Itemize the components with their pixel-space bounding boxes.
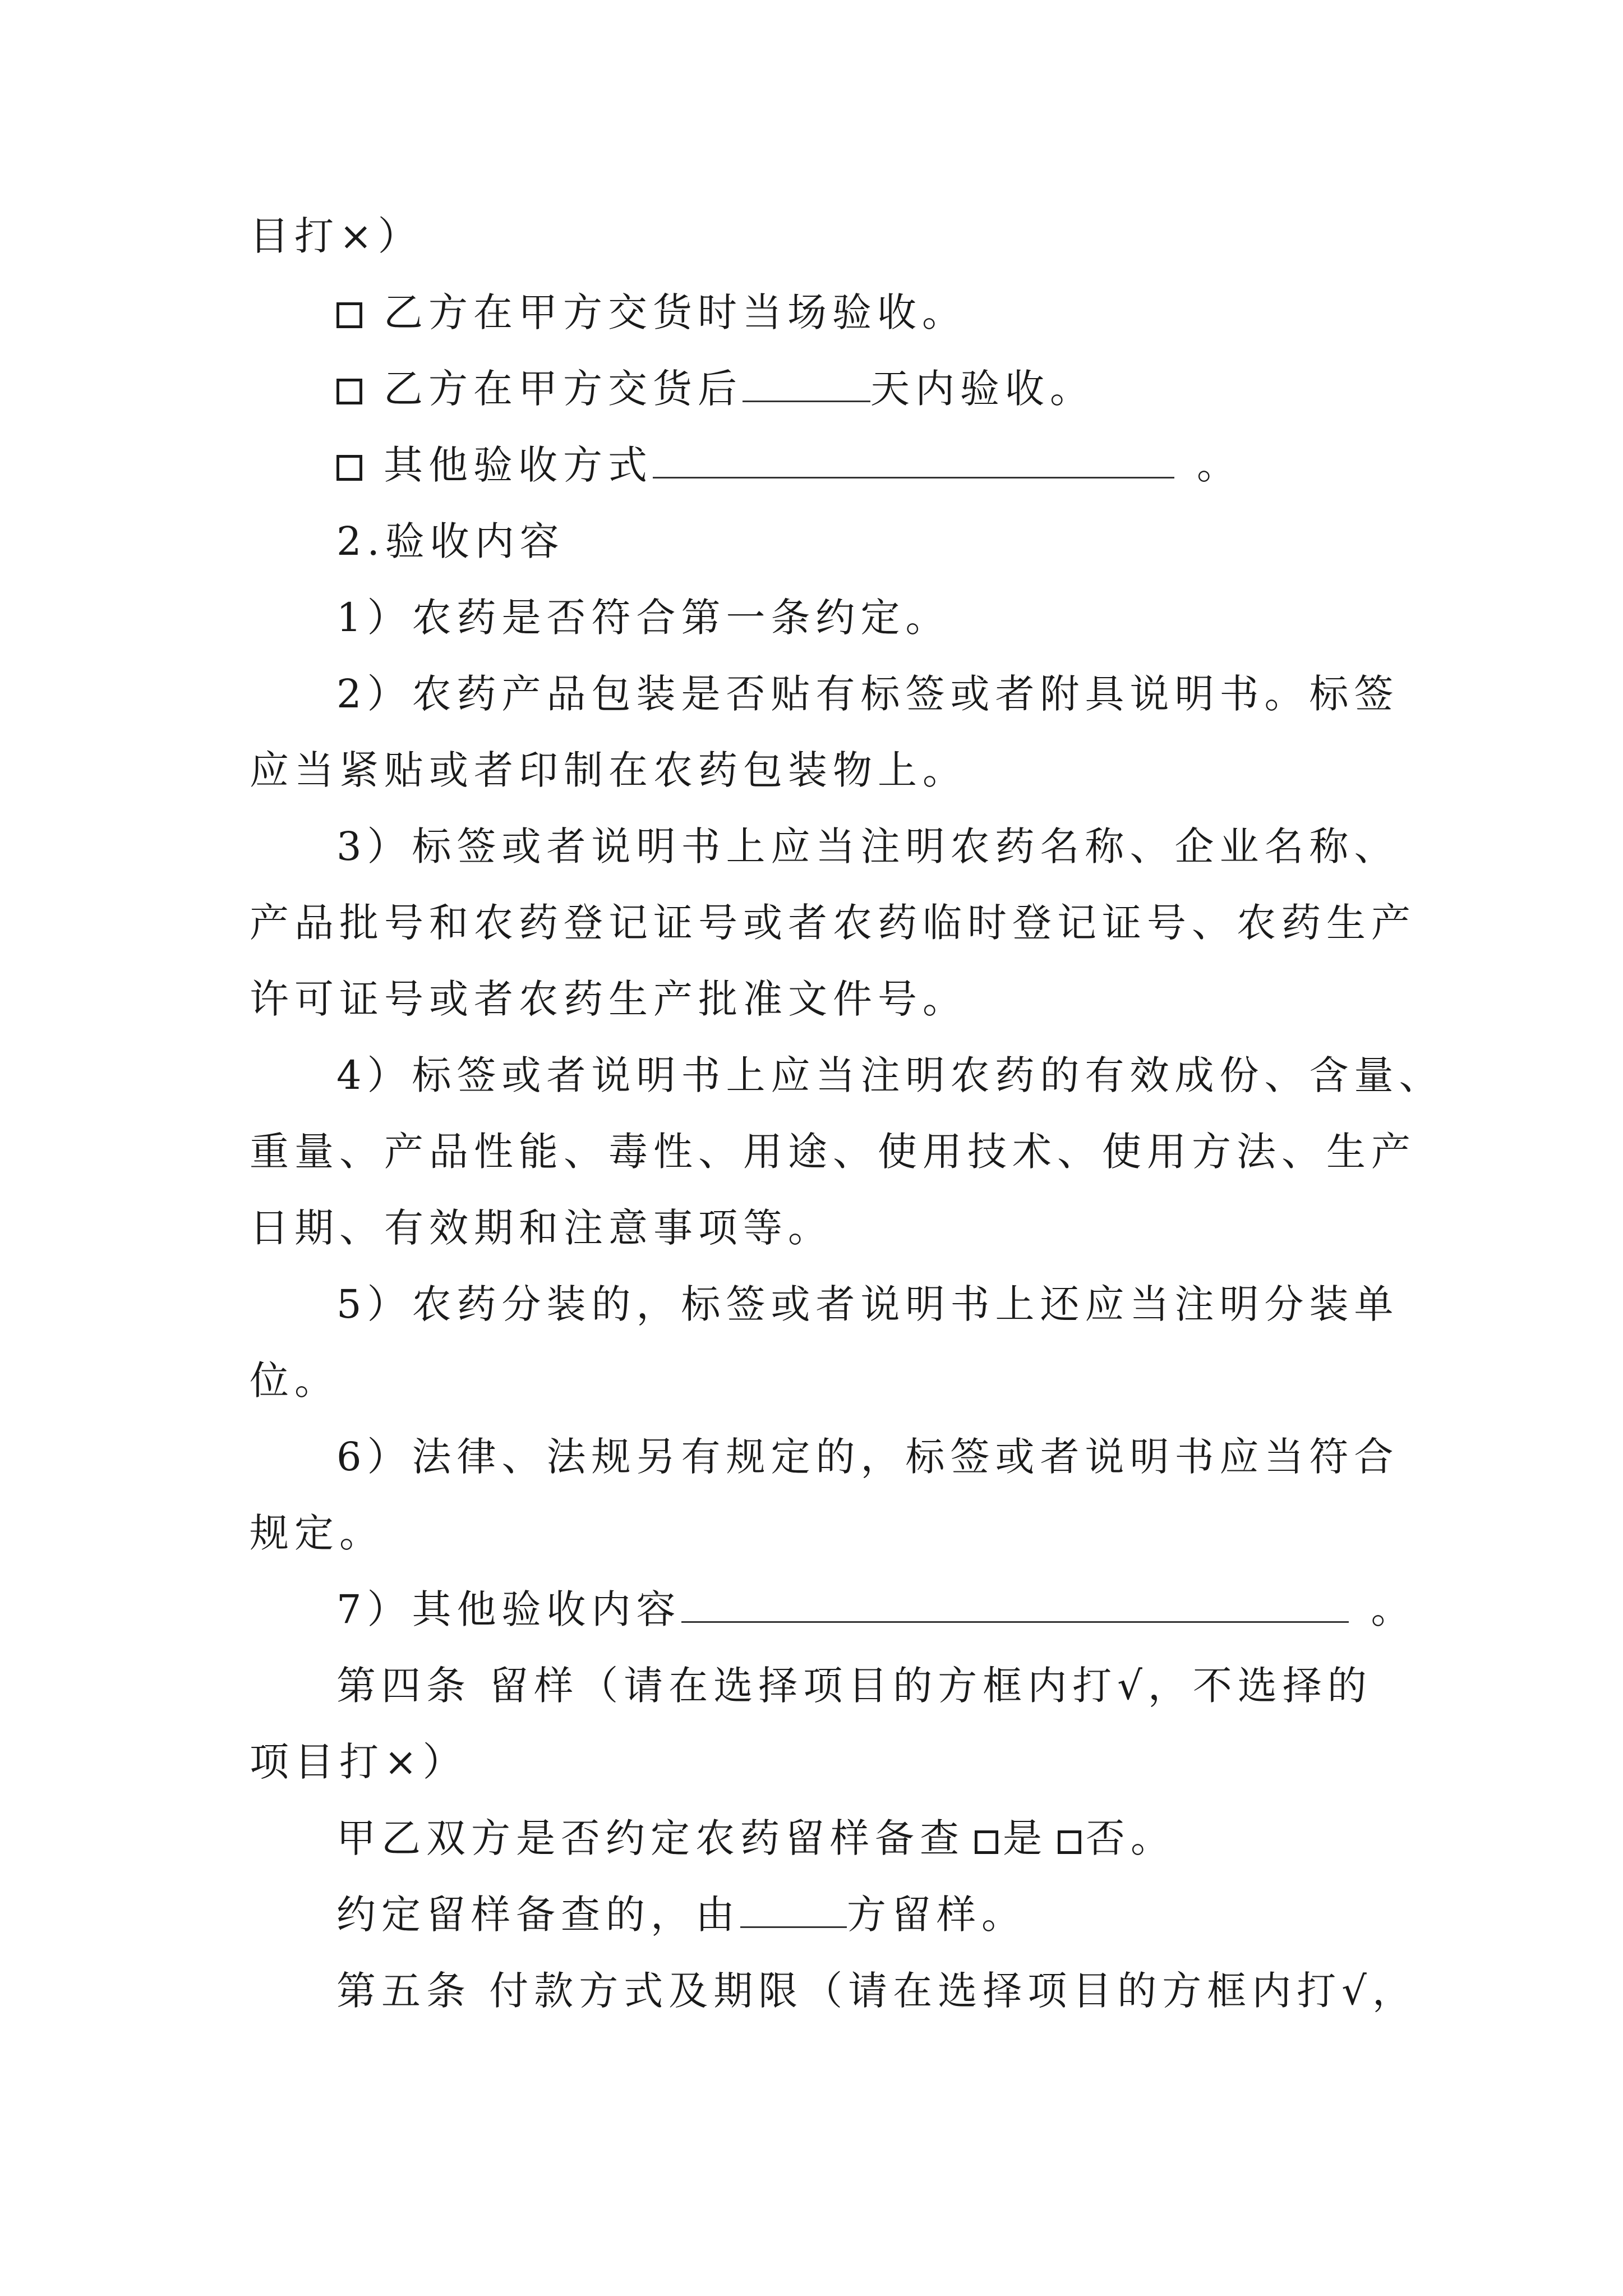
yes-checkbox[interactable] <box>975 1830 998 1854</box>
option-other-acceptance[interactable]: 其他验收方式 。 <box>336 440 1242 490</box>
item-4-line-1: 4）标签或者说明书上应当注明农药的有效成份、含量、 <box>336 1052 1444 1098</box>
checkbox[interactable] <box>336 455 362 481</box>
checkbox[interactable] <box>336 379 362 404</box>
item-2-line-1: 2）农药产品包装是否贴有标签或者附具说明书。标签 <box>336 671 1399 717</box>
party-blank[interactable] <box>740 1892 847 1928</box>
option-days-acceptance[interactable]: 乙方在甲方交货后 天内验收。 <box>336 364 1095 414</box>
item-5-line-2: 位。 <box>250 1358 339 1404</box>
heading-acceptance-content: 2.验收内容 <box>336 518 565 564</box>
item-4-line-2: 重量、产品性能、毒性、用途、使用技术、使用方法、生产 <box>250 1129 1416 1175</box>
days-blank[interactable] <box>743 366 870 402</box>
item-2-line-2: 应当紧贴或者印制在农药包装物上。 <box>250 747 967 793</box>
article-4-line-1: 第四条 留样（请在选择项目的方框内打√，不选择的 <box>336 1663 1372 1709</box>
other-content-blank[interactable] <box>681 1586 1349 1623</box>
line-1: 目打×） <box>250 213 423 259</box>
article-5-line-1: 第五条 付款方式及期限（请在选择项目的方框内打√， <box>336 1968 1417 2014</box>
item-7: 7）其他验收内容 。 <box>336 1586 1416 1632</box>
article-4-line-2: 项目打×） <box>250 1739 468 1785</box>
item-3-line-2: 产品批号和农药登记证号或者农药临时登记证号、农药生产 <box>250 900 1416 946</box>
sample-retention-party: 约定留样备查的，由 方留样。 <box>336 1892 1026 1938</box>
item-6-line-1: 6）法律、法规另有规定的，标签或者说明书应当符合 <box>336 1434 1399 1480</box>
item-3-line-1: 3）标签或者说明书上应当注明农药名称、企业名称、 <box>336 823 1399 869</box>
item-4-line-3: 日期、有效期和注意事项等。 <box>250 1205 833 1251</box>
item-6-line-2: 规定。 <box>250 1510 384 1556</box>
other-method-blank[interactable] <box>653 442 1174 478</box>
no-checkbox[interactable] <box>1058 1830 1081 1854</box>
checkbox[interactable] <box>336 302 362 328</box>
option-onsite-acceptance[interactable]: 乙方在甲方交货时当场验收。 <box>336 287 967 338</box>
item-1: 1）农药是否符合第一条约定。 <box>336 595 951 641</box>
item-3-line-3: 许可证号或者农药生产批准文件号。 <box>250 976 967 1022</box>
item-5-line-1: 5）农药分装的，标签或者说明书上还应当注明分装单 <box>336 1281 1399 1327</box>
sample-retention-question: 甲乙双方是否约定农药留样备查 是 否。 <box>336 1815 1175 1861</box>
